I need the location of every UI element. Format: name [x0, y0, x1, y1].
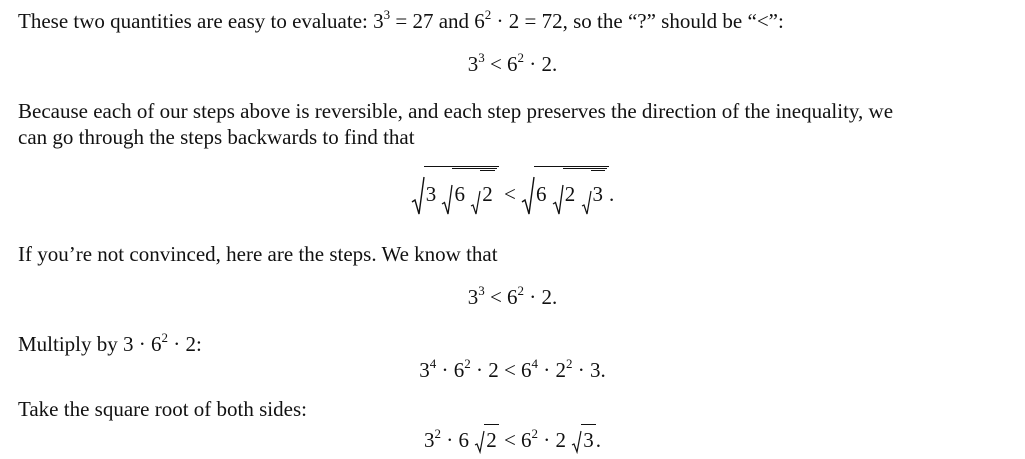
radical-right-inner: 3 — [581, 170, 606, 216]
equation-multiplied: $3^4 \cdot 6^2 \cdot 2 < 6^4 \cdot 2^2 \cdot 3$. — [419, 356, 606, 382]
radical-sqrt-2: 2 — [474, 424, 499, 454]
paragraph-square-root: Take the square root of both sides: — [18, 397, 307, 421]
paragraph-evaluate: These two quantities are easy to evaluate: $3^3 = 27$ and $6^2 \cdot 2 = 72$, so the “?” should be “<”: — [18, 7, 784, 33]
paragraph-reversible-line-1: Because each of our steps above is reversible, and each step preserves the direction of the inequality, we — [18, 99, 894, 123]
equation-inequality-2: $3^3 < 6^2 \cdot 2$. — [467, 283, 558, 309]
radical-left-middle: 6 2 — [441, 168, 496, 216]
paragraph-reversible-line-2: can go through the steps backwards to find that — [18, 125, 415, 149]
paragraph-not-convinced: If you’re not convinced, here are the steps. We know that — [18, 242, 498, 266]
radical-left-outer: 3 6 2 — [411, 166, 499, 216]
radical-sign-icon — [521, 176, 535, 216]
radical-right-middle: 2 3 — [552, 168, 607, 216]
equation-inequality-1: $3^3 < 6^2 \cdot 2$. — [467, 50, 558, 76]
paragraph-multiply: Multiply by $3 \cdot 6^2 \cdot 2$: — [18, 330, 202, 356]
equation-square-root: $3^2 \cdot 6$ $2 < 6^2 \cdot 2$ 3. — [423, 426, 602, 452]
equation-nested-radicals: 3 6 2 < 6 2 3 . — [0, 166, 1025, 216]
radical-sign-icon — [411, 176, 425, 216]
radical-sqrt-3: 3 — [571, 424, 596, 454]
radical-left-inner: 2 — [470, 170, 495, 216]
radical-right-outer: 6 2 3 — [521, 166, 609, 216]
